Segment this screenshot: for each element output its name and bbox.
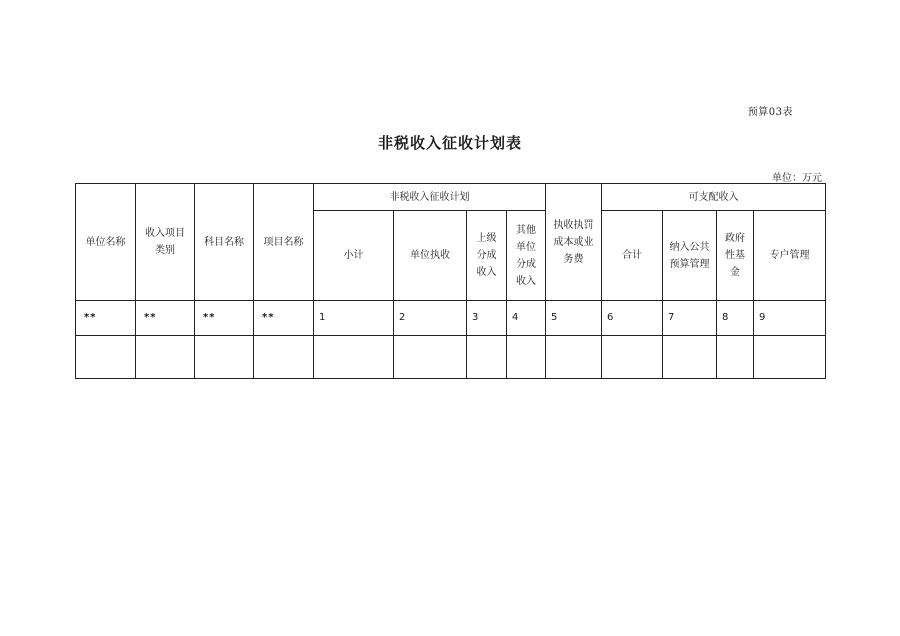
col-unit-collect: 单位执收 — [394, 211, 467, 301]
page-title: 非税收入征收计划表 — [377, 134, 522, 152]
code-cell: 4 — [507, 301, 546, 335]
code-cell: 3 — [467, 301, 507, 335]
code-cell: ** — [136, 301, 195, 335]
col-other-share: 其他单位分成收入 — [507, 211, 546, 301]
blank-cell[interactable] — [195, 335, 254, 378]
col-revenue-category: 收入项目类别 — [136, 184, 195, 301]
blank-cell[interactable] — [507, 335, 546, 378]
blank-cell[interactable] — [754, 335, 826, 378]
header-row-1 — [76, 184, 826, 211]
blank-cell[interactable] — [254, 335, 314, 378]
col-upper-share: 上级分成收入 — [467, 211, 507, 301]
blank-cell[interactable] — [136, 335, 195, 378]
col-group-disposable: 可支配收入 — [602, 184, 826, 211]
col-gov-fund: 政府性基金 — [717, 211, 754, 301]
code-cell: 5 — [546, 301, 602, 335]
col-enforcement-cost: 执收执罚成本或业务费 — [546, 184, 602, 301]
code-cell: ** — [76, 301, 136, 335]
blank-cell[interactable] — [76, 335, 136, 378]
col-group-plan: 非税收入征收计划 — [314, 184, 546, 211]
code-cell: ** — [254, 301, 314, 335]
blank-cell[interactable] — [314, 335, 394, 378]
blank-cell[interactable] — [663, 335, 717, 378]
blank-cell[interactable] — [394, 335, 467, 378]
plan-table — [75, 183, 826, 379]
code-row — [76, 301, 826, 335]
code-cell: ** — [195, 301, 254, 335]
col-public-budget: 纳入公共预算管理 — [663, 211, 717, 301]
code-cell: 6 — [602, 301, 663, 335]
code-cell: 8 — [717, 301, 754, 335]
blank-cell[interactable] — [546, 335, 602, 378]
col-unit-name: 单位名称 — [76, 184, 136, 301]
code-cell: 7 — [663, 301, 717, 335]
code-cell: 9 — [754, 301, 826, 335]
blank-cell[interactable] — [717, 335, 754, 378]
blank-cell[interactable] — [602, 335, 663, 378]
col-special-account: 专户管理 — [754, 211, 826, 301]
col-total: 合计 — [602, 211, 663, 301]
blank-row — [76, 335, 826, 378]
col-subject-name: 科目名称 — [195, 184, 254, 301]
col-project-name: 项目名称 — [254, 184, 314, 301]
blank-cell[interactable] — [467, 335, 507, 378]
code-cell: 1 — [314, 301, 394, 335]
code-cell: 2 — [394, 301, 467, 335]
form-number: 预算03表 — [747, 107, 793, 118]
unit-label: 单位：万元 — [772, 173, 822, 184]
col-subtotal: 小计 — [314, 211, 394, 301]
